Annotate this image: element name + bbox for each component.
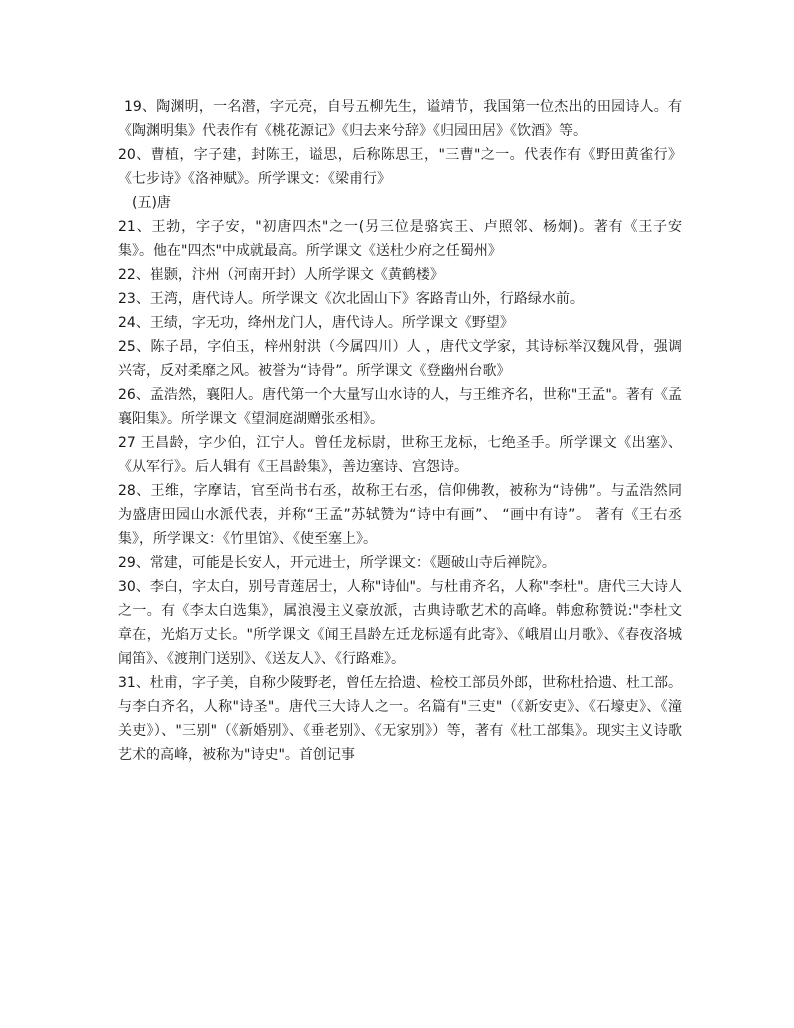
paragraph-28: 28、王维，字摩诘，官至尚书右丞，故称王右丞，信仰佛教，被称为“诗佛”。与孟浩然同为盛唐田园山水派代表，并称“王孟”苏轼赞为“诗中有画”、 “画中有诗”。 著有《王右丞集》，所学课文：《竹里馆》、《使至塞上》。 [118, 483, 682, 547]
document-body [118, 95, 682, 767]
paragraph-24: 24、王绩，字无功，绛州龙门人，唐代诗人。所学课文《野望》 [118, 315, 514, 331]
paragraph-25: 25、陈子昂，字伯玉，梓州射洪（今属四川）人 ，唐代文学家，其诗标举汉魏风骨，强调兴寄，反对柔靡之风。被誉为“诗骨”。所学课文《登幽州台歌》 [118, 339, 682, 379]
section-heading-tang: (五)唐 [132, 195, 171, 211]
paragraph-21: 21、王勃，字子安，"初唐四杰"之一(另三位是骆宾王、卢照邻、杨炯)。著有《王子安集》。他在"四杰"中成就最高。所学课文《送杜少府之任蜀州》 [118, 219, 682, 259]
paragraph-23: 23、王湾，唐代诗人。所学课文《次北固山下》客路青山外，行路绿水前。 [118, 291, 584, 307]
paragraph-27: 27 王昌龄，字少伯，江宁人。曾任龙标尉，世称王龙标，七绝圣手。所学课文《出塞》、《从军行》。后人辑有《王昌龄集》，善边塞诗、宫怨诗。 [118, 435, 682, 475]
paragraph-19: 19、陶渊明，一名潜，字元亮，自号五柳先生，谥靖节，我国第一位杰出的田园诗人。有《陶渊明集》代表作有《桃花源记》《归去来兮辞》《归园田居》《饮酒》等。 [118, 99, 682, 139]
paragraph-30: 30、李白，字太白，别号青莲居士，人称"诗仙"。与杜甫齐名，人称"李杜"。唐代三大诗人之一。有《李太白选集》，属浪漫主义豪放派，古典诗歌艺术的高峰。韩愈称赞说:"李杜文章在，光焰万丈长。"所学课文《闻王昌龄左迁龙标遥有此寄》、《峨眉山月歌》、《春夜洛城闻笛》、《渡荆门送别》、《送友人》、《行路难》。 [118, 579, 682, 667]
paragraph-31: 31、杜甫，字子美，自称少陵野老，曾任左拾遗、检校工部员外郎，世称杜拾遗、杜工部。与李白齐名，人称"诗圣"。唐代三大诗人之一。名篇有"三吏"（《新安吏》、《石壕吏》、《潼关吏》）、"三别"（《新婚别》、《垂老别》、《无家别》）等，著有《杜工部集》。现实主义诗歌艺术的高峰，被称为"诗史"。首创记事 [118, 675, 682, 763]
paragraph-20: 20、曹植，字子建，封陈王，谥思，后称陈思王，"三曹"之一。代表作有《野田黄雀行》《七步诗》《洛神赋》。所学课文：《梁甫行》 [118, 147, 682, 187]
paragraph-26: 26、孟浩然，襄阳人。唐代第一个大量写山水诗的人，与王维齐名，世称"王孟"。著有《孟襄阳集》。所学课文《望洞庭湖赠张丞相》。 [118, 387, 682, 427]
paragraph-29: 29、常建，可能是长安人，开元进士，所学课文：《题破山寺后禅院》。 [118, 555, 556, 571]
paragraph-22: 22、崔颢，汴州（河南开封）人所学课文《黄鹤楼》 [118, 267, 444, 283]
